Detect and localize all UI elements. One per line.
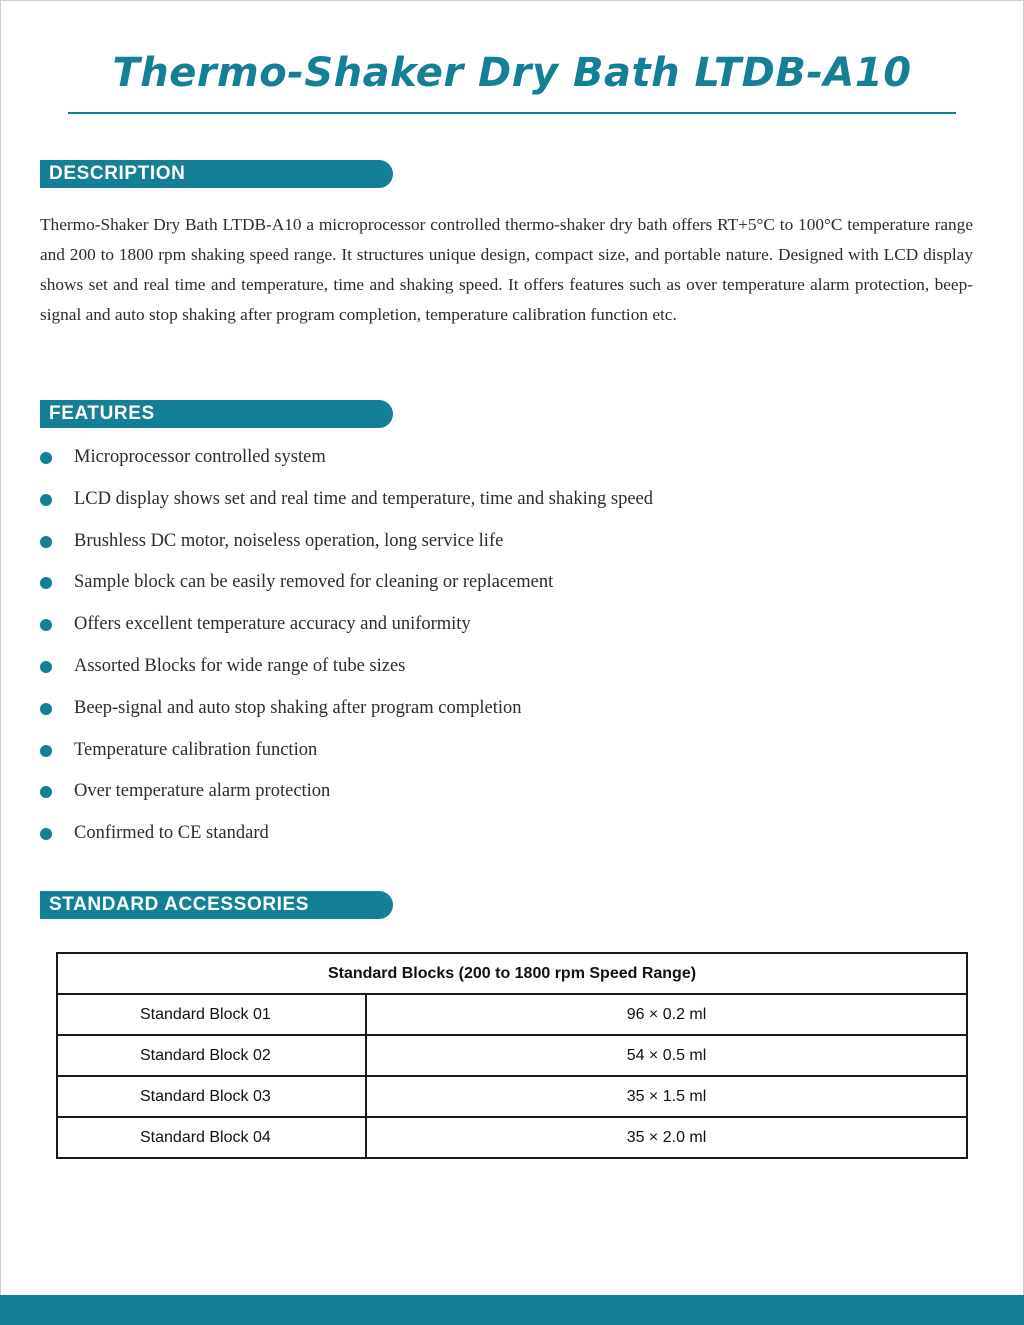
description-paragraph: Thermo-Shaker Dry Bath LTDB-A10 a microprocessor controlled thermo-shaker dry bath offers RT+5°C to 100°C temperature range and 200 to 1800 rpm shaking speed range. It structures unique design, compact size, and portable nature. Designed with LCD display shows set and real time and temperature, time and shaking speed. It offers features such as over temperature alarm protection, beep-signal and auto stop shaking after program completion, temperature calibration function etc.: [40, 215, 973, 324]
table-row: [57, 1117, 967, 1158]
feature-item: Temperature calibration function: [40, 735, 980, 777]
section-header-accessories: STANDARD ACCESSORIES: [40, 891, 393, 919]
page-title: Thermo-Shaker Dry Bath LTDB-A10: [112, 50, 912, 96]
feature-item: Over temperature alarm protection: [40, 776, 980, 818]
feature-item: Sample block can be easily removed for cleaning or replacement: [40, 567, 980, 609]
block-capacity-cell: 35 × 1.5 ml: [366, 1076, 967, 1117]
bullet-icon: [40, 452, 52, 464]
table-row: [57, 1076, 967, 1117]
bullet-icon: [40, 703, 52, 715]
feature-item: Brushless DC motor, noiseless operation, long service life: [40, 526, 980, 568]
feature-item: Offers excellent temperature accuracy and uniformity: [40, 609, 980, 651]
bullet-icon: [40, 661, 52, 673]
block-name-cell: Standard Block 03: [57, 1076, 366, 1117]
block-name-cell: Standard Block 04: [57, 1117, 366, 1158]
block-name-cell: Standard Block 01: [57, 994, 366, 1035]
table-row: [57, 1035, 967, 1076]
bullet-icon: [40, 745, 52, 757]
bullet-icon: [40, 619, 52, 631]
feature-item: Beep-signal and auto stop shaking after program completion: [40, 693, 980, 735]
footer-bar: [0, 1295, 1024, 1325]
accessories-table: [56, 952, 968, 1159]
section-header-features: FEATURES: [40, 400, 393, 428]
bullet-icon: [40, 494, 52, 506]
feature-item: LCD display shows set and real time and temperature, time and shaking speed: [40, 484, 980, 526]
feature-item: Assorted Blocks for wide range of tube sizes: [40, 651, 980, 693]
block-name-cell: Standard Block 02: [57, 1035, 366, 1076]
feature-item: Confirmed to CE standard: [40, 818, 980, 860]
bullet-icon: [40, 786, 52, 798]
table-row: [57, 994, 967, 1035]
bullet-icon: [40, 577, 52, 589]
block-capacity-cell: 35 × 2.0 ml: [366, 1117, 967, 1158]
block-capacity-cell: 96 × 0.2 ml: [366, 994, 967, 1035]
table-header-row: [57, 953, 967, 994]
table-header: Standard Blocks (200 to 1800 rpm Speed Range): [57, 953, 967, 994]
title-divider: [68, 112, 956, 114]
feature-item: Microprocessor controlled system: [40, 442, 980, 484]
bullet-icon: [40, 536, 52, 548]
features-list: [40, 442, 980, 860]
section-header-description: DESCRIPTION: [40, 160, 393, 188]
bullet-icon: [40, 828, 52, 840]
block-capacity-cell: 54 × 0.5 ml: [366, 1035, 967, 1076]
